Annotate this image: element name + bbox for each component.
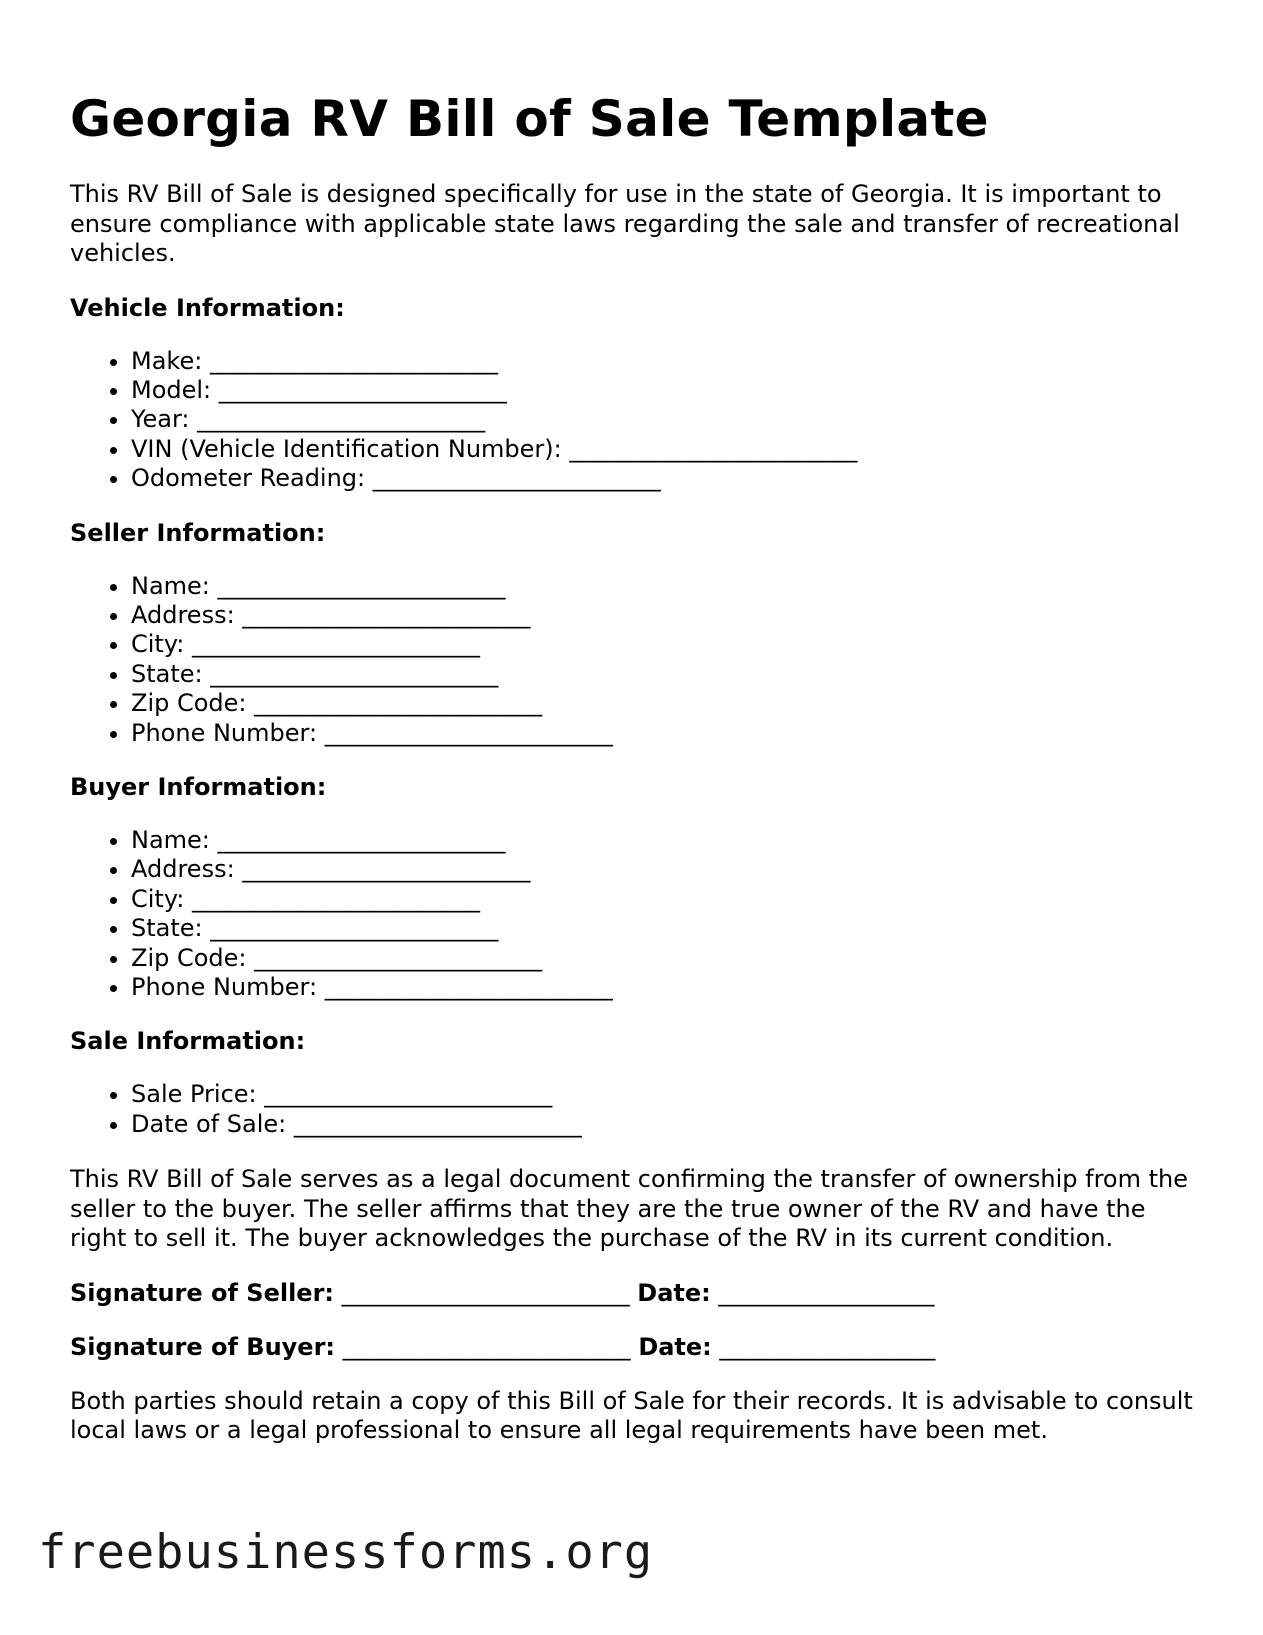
fill-blank[interactable]: ________________________ bbox=[210, 659, 499, 688]
buyer-date-label: Date: bbox=[638, 1332, 712, 1361]
field-label: Address: bbox=[131, 600, 235, 629]
fill-blank[interactable]: ________________________ bbox=[242, 855, 531, 884]
field-label: Make: bbox=[131, 346, 203, 375]
seller-signature-line bbox=[70, 1279, 1200, 1308]
document-page bbox=[70, 84, 1200, 1446]
fill-blank[interactable]: ________________________ bbox=[192, 884, 481, 913]
field-label: State: bbox=[131, 914, 203, 943]
fill-blank[interactable]: ________________________ bbox=[210, 914, 499, 943]
fill-blank[interactable]: ________________________ bbox=[218, 375, 507, 404]
field-label: Sale Price: bbox=[131, 1080, 257, 1109]
field-label: Date of Sale: bbox=[131, 1109, 287, 1138]
vehicle-field-list bbox=[70, 347, 1200, 494]
watermark: freebusinessforms.org bbox=[38, 1525, 654, 1580]
field-label: City: bbox=[131, 630, 185, 659]
seller-date-blank[interactable]: __________________ bbox=[718, 1278, 935, 1307]
field-label: Phone Number: bbox=[131, 973, 318, 1001]
seller-signature-blank[interactable]: ________________________ bbox=[341, 1278, 630, 1307]
sale-heading: Sale Information: bbox=[70, 1027, 306, 1056]
fill-blank[interactable]: ________________________ bbox=[209, 346, 498, 375]
field-sale-date bbox=[131, 1110, 1200, 1139]
field-seller-phone bbox=[131, 719, 1200, 748]
fill-blank[interactable]: ________________________ bbox=[293, 1109, 582, 1138]
field-label: Zip Code: bbox=[131, 943, 247, 972]
document-title: Georgia RV Bill of Sale Template bbox=[70, 90, 989, 148]
fill-blank[interactable]: ________________________ bbox=[217, 571, 506, 600]
field-label: State: bbox=[131, 659, 203, 688]
buyer-date-blank[interactable]: __________________ bbox=[719, 1332, 936, 1361]
seller-date-label: Date: bbox=[637, 1278, 711, 1307]
vehicle-heading: Vehicle Information: bbox=[70, 293, 345, 322]
field-label: City: bbox=[131, 884, 185, 913]
field-label: Model: bbox=[131, 375, 212, 404]
seller-signature-label: Signature of Seller: bbox=[70, 1278, 335, 1307]
intro-paragraph: This RV Bill of Sale is designed specifically for use in the state of Georgia. It is important to ensure compliance with applicable state laws regarding the sale and transfer of recreational vehicles. bbox=[70, 180, 1180, 267]
field-year bbox=[131, 405, 1200, 434]
field-label: Phone Number: bbox=[131, 718, 318, 747]
field-seller-address bbox=[131, 601, 1200, 630]
field-seller-city bbox=[131, 630, 1200, 659]
field-label: Name: bbox=[131, 571, 210, 600]
final-paragraph: Both parties should retain a copy of this Bill of Sale for their records. It is advisable to consult local laws or a legal professional to ensure all legal requirements have been met. bbox=[70, 1386, 1193, 1445]
field-vin bbox=[131, 435, 1200, 464]
buyer-field-list bbox=[70, 826, 1200, 1002]
fill-blank[interactable]: ________________________ bbox=[372, 464, 661, 493]
buyer-signature-label: Signature of Buyer: bbox=[70, 1332, 336, 1361]
fill-blank[interactable]: ________________________ bbox=[217, 825, 506, 854]
field-seller-zip bbox=[131, 689, 1200, 718]
seller-heading: Seller Information: bbox=[70, 518, 326, 547]
field-label: VIN (Vehicle Identification Number): bbox=[131, 434, 562, 463]
buyer-heading: Buyer Information: bbox=[70, 772, 327, 801]
field-buyer-state bbox=[131, 914, 1200, 943]
field-buyer-phone bbox=[131, 973, 1200, 1002]
field-buyer-zip bbox=[131, 944, 1200, 973]
fill-blank[interactable]: ________________________ bbox=[254, 943, 543, 972]
buyer-signature-line bbox=[70, 1333, 1200, 1362]
field-buyer-city bbox=[131, 885, 1200, 914]
field-model bbox=[131, 376, 1200, 405]
fill-blank[interactable]: ________________________ bbox=[242, 600, 531, 629]
field-seller-name bbox=[131, 572, 1200, 601]
field-label: Year: bbox=[131, 405, 190, 434]
fill-blank[interactable]: ________________________ bbox=[197, 405, 486, 434]
fill-blank[interactable]: ________________________ bbox=[569, 434, 858, 463]
fill-blank[interactable]: ________________________ bbox=[324, 718, 613, 747]
fill-blank[interactable]: ________________________ bbox=[192, 630, 481, 659]
field-sale-price bbox=[131, 1080, 1200, 1109]
field-seller-state bbox=[131, 660, 1200, 689]
buyer-signature-blank[interactable]: ________________________ bbox=[342, 1332, 631, 1361]
seller-field-list bbox=[70, 572, 1200, 748]
field-label: Address: bbox=[131, 855, 235, 884]
fill-blank[interactable]: ________________________ bbox=[324, 973, 613, 1001]
field-make bbox=[131, 347, 1200, 376]
field-buyer-address bbox=[131, 855, 1200, 884]
field-odometer bbox=[131, 464, 1200, 493]
field-label: Zip Code: bbox=[131, 689, 247, 718]
field-buyer-name bbox=[131, 826, 1200, 855]
fill-blank[interactable]: ________________________ bbox=[264, 1080, 553, 1109]
field-label: Name: bbox=[131, 825, 210, 854]
closing-paragraph: This RV Bill of Sale serves as a legal document confirming the transfer of ownership from the seller to the buyer. The seller affirms that they are the true owner of the RV and have the right to sell it. The buyer acknowledges the purchase of the RV in its current condition. bbox=[70, 1165, 1188, 1253]
fill-blank[interactable]: ________________________ bbox=[254, 689, 543, 718]
field-label: Odometer Reading: bbox=[131, 464, 366, 493]
sale-field-list bbox=[70, 1080, 1200, 1139]
